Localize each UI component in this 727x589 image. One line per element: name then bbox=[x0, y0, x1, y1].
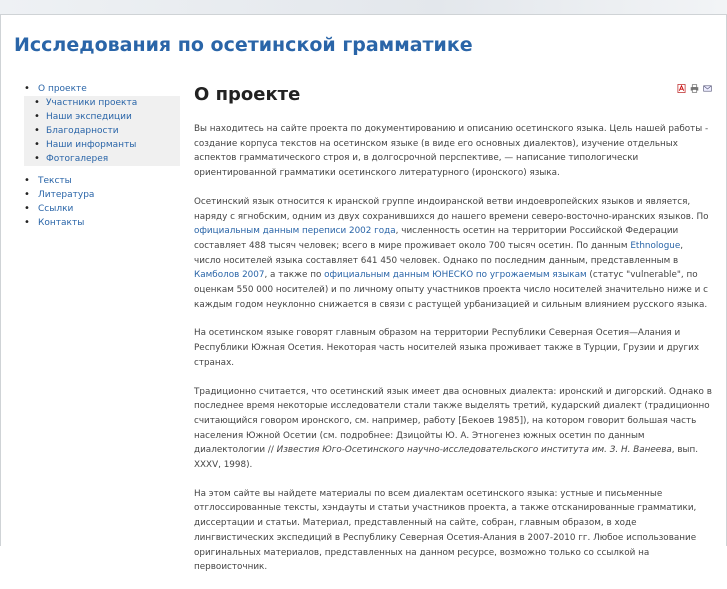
page-tools bbox=[677, 84, 712, 93]
paragraph-geography: На осетинском языке говорят главным образом на территории Республики Северная Осетия—Алания и Республики Южная Осетия. Некоторая часть носителей языка проживает также в Турции, Грузии и других странах. bbox=[194, 328, 700, 368]
nav-item-texts[interactable]: • Тексты bbox=[24, 174, 180, 188]
nav-item-contacts[interactable]: • Контакты bbox=[24, 216, 180, 230]
paragraph-text: Традиционно считается, что осетинский язык имеет два основных диалекта: иронский и дигорский. Однако в последнее время некоторые исследователи стали также выделять третий, кударский диалект (традиционно считающийся говором иронского, см. например, работу [Бекоев 1985]), на котором говорит большая часть населения Южной Осетии (см. подробнее: Дзицойты Ю. А. Этногенез южных осетин по данным диалектологии // bbox=[194, 386, 712, 456]
print-icon[interactable] bbox=[690, 84, 699, 93]
top-banner bbox=[0, 0, 727, 14]
about-submenu bbox=[24, 96, 180, 166]
paragraph-intro: Вы находитесь на сайте проекта по документированию и описанию осетинского языка. Цель нашей работы - создание корпуса текстов на осетинском языке (в виде его основных диалектов), изучение отдельных аспектов грамматического строя и, в долгосрочной перспективе, — написание типологически ориентированной грамматики осетинского литературного (иронского) языка. bbox=[194, 124, 709, 179]
main-content bbox=[194, 84, 712, 589]
journal-title: Известия Юго-Осетинского научно-исследовательского института им. З. Н. Ванеева bbox=[276, 445, 672, 456]
left-navigation bbox=[24, 82, 180, 230]
nav-subitem-photogallery[interactable]: • Фотогалерея bbox=[24, 152, 180, 166]
page-heading: О проекте bbox=[194, 84, 301, 105]
paragraph-dialects bbox=[194, 385, 712, 473]
nav-item-links[interactable]: • Ссылки bbox=[24, 202, 180, 216]
paragraph-text: Осетинский язык относится к иранской группе индоиранской ветви индоевропейских языков и является, наряду с ягнобским, одним из двух сохранившихся до нашего времени северо-восточно-иранских языков. По bbox=[194, 196, 709, 222]
nav-subitem-acknowledgements[interactable]: • Благодарности bbox=[24, 124, 180, 138]
ethnologue-link[interactable]: Ethnologue bbox=[630, 240, 681, 251]
article-body bbox=[194, 122, 712, 575]
nav-item-literature[interactable]: • Литература bbox=[24, 188, 180, 202]
paragraph-text: , а также по bbox=[264, 270, 325, 281]
nav-subitem-participants[interactable]: • Участники проекта bbox=[24, 96, 180, 110]
email-icon[interactable] bbox=[703, 84, 712, 93]
paragraph-classification bbox=[194, 195, 712, 313]
paragraph-text: (статус "vulnerable", по оценкам 550 000 носителей) и по личному опыту участников проекта число носителей значительно ниже и с каждым годом неуклонно снижается в связи с растущей урбанизацией и сильным влиянием русского языка. bbox=[194, 270, 708, 310]
nav-spacer bbox=[24, 166, 180, 174]
site-title[interactable]: Исследования по осетинской грамматике bbox=[14, 34, 473, 56]
nav-subitem-expeditions[interactable]: • Наши экспедиции bbox=[24, 110, 180, 124]
nav-item-about[interactable]: • О проекте bbox=[24, 82, 180, 96]
paragraph-materials: На этом сайте вы найдете материалы по всем диалектам осетинского языка: устные и письменные отглоссированные тексты, хэндауты и статьи участников проекта, а также отсканированные грамматики, диссертации и статьи. Материал, представленный на сайте, собран, главным образом, в ходе лингвистических экспедиций в Республику Северная Осетия-Алания в 2007-2010 гг. Любое использование оригинальных материалов, представленных на данном ресурсе, возможно только со ссылкой на первоисточник. bbox=[194, 488, 697, 573]
kambolov-2007-link[interactable]: Камболов 2007 bbox=[194, 270, 265, 281]
pdf-icon[interactable] bbox=[677, 84, 686, 93]
paragraph-text: , численность осетин на территории Российской Федерации составляет 488 тысяч человек; всего в мире проживает около 700 тысяч осетин. По данным bbox=[194, 226, 679, 251]
paragraph-text: , число носителей языка составляет 641 450 человек. Однако по последним данным, представленным в bbox=[194, 240, 684, 266]
unesco-link[interactable]: официальным данным ЮНЕСКО по угрожаемым языкам bbox=[324, 270, 587, 281]
paragraph-text: , вып. XXXV, 1998). bbox=[194, 445, 699, 471]
census-2002-link[interactable]: официальным данным переписи 2002 года bbox=[194, 226, 396, 237]
nav-subitem-informants[interactable]: • Наши информанты bbox=[24, 138, 180, 152]
